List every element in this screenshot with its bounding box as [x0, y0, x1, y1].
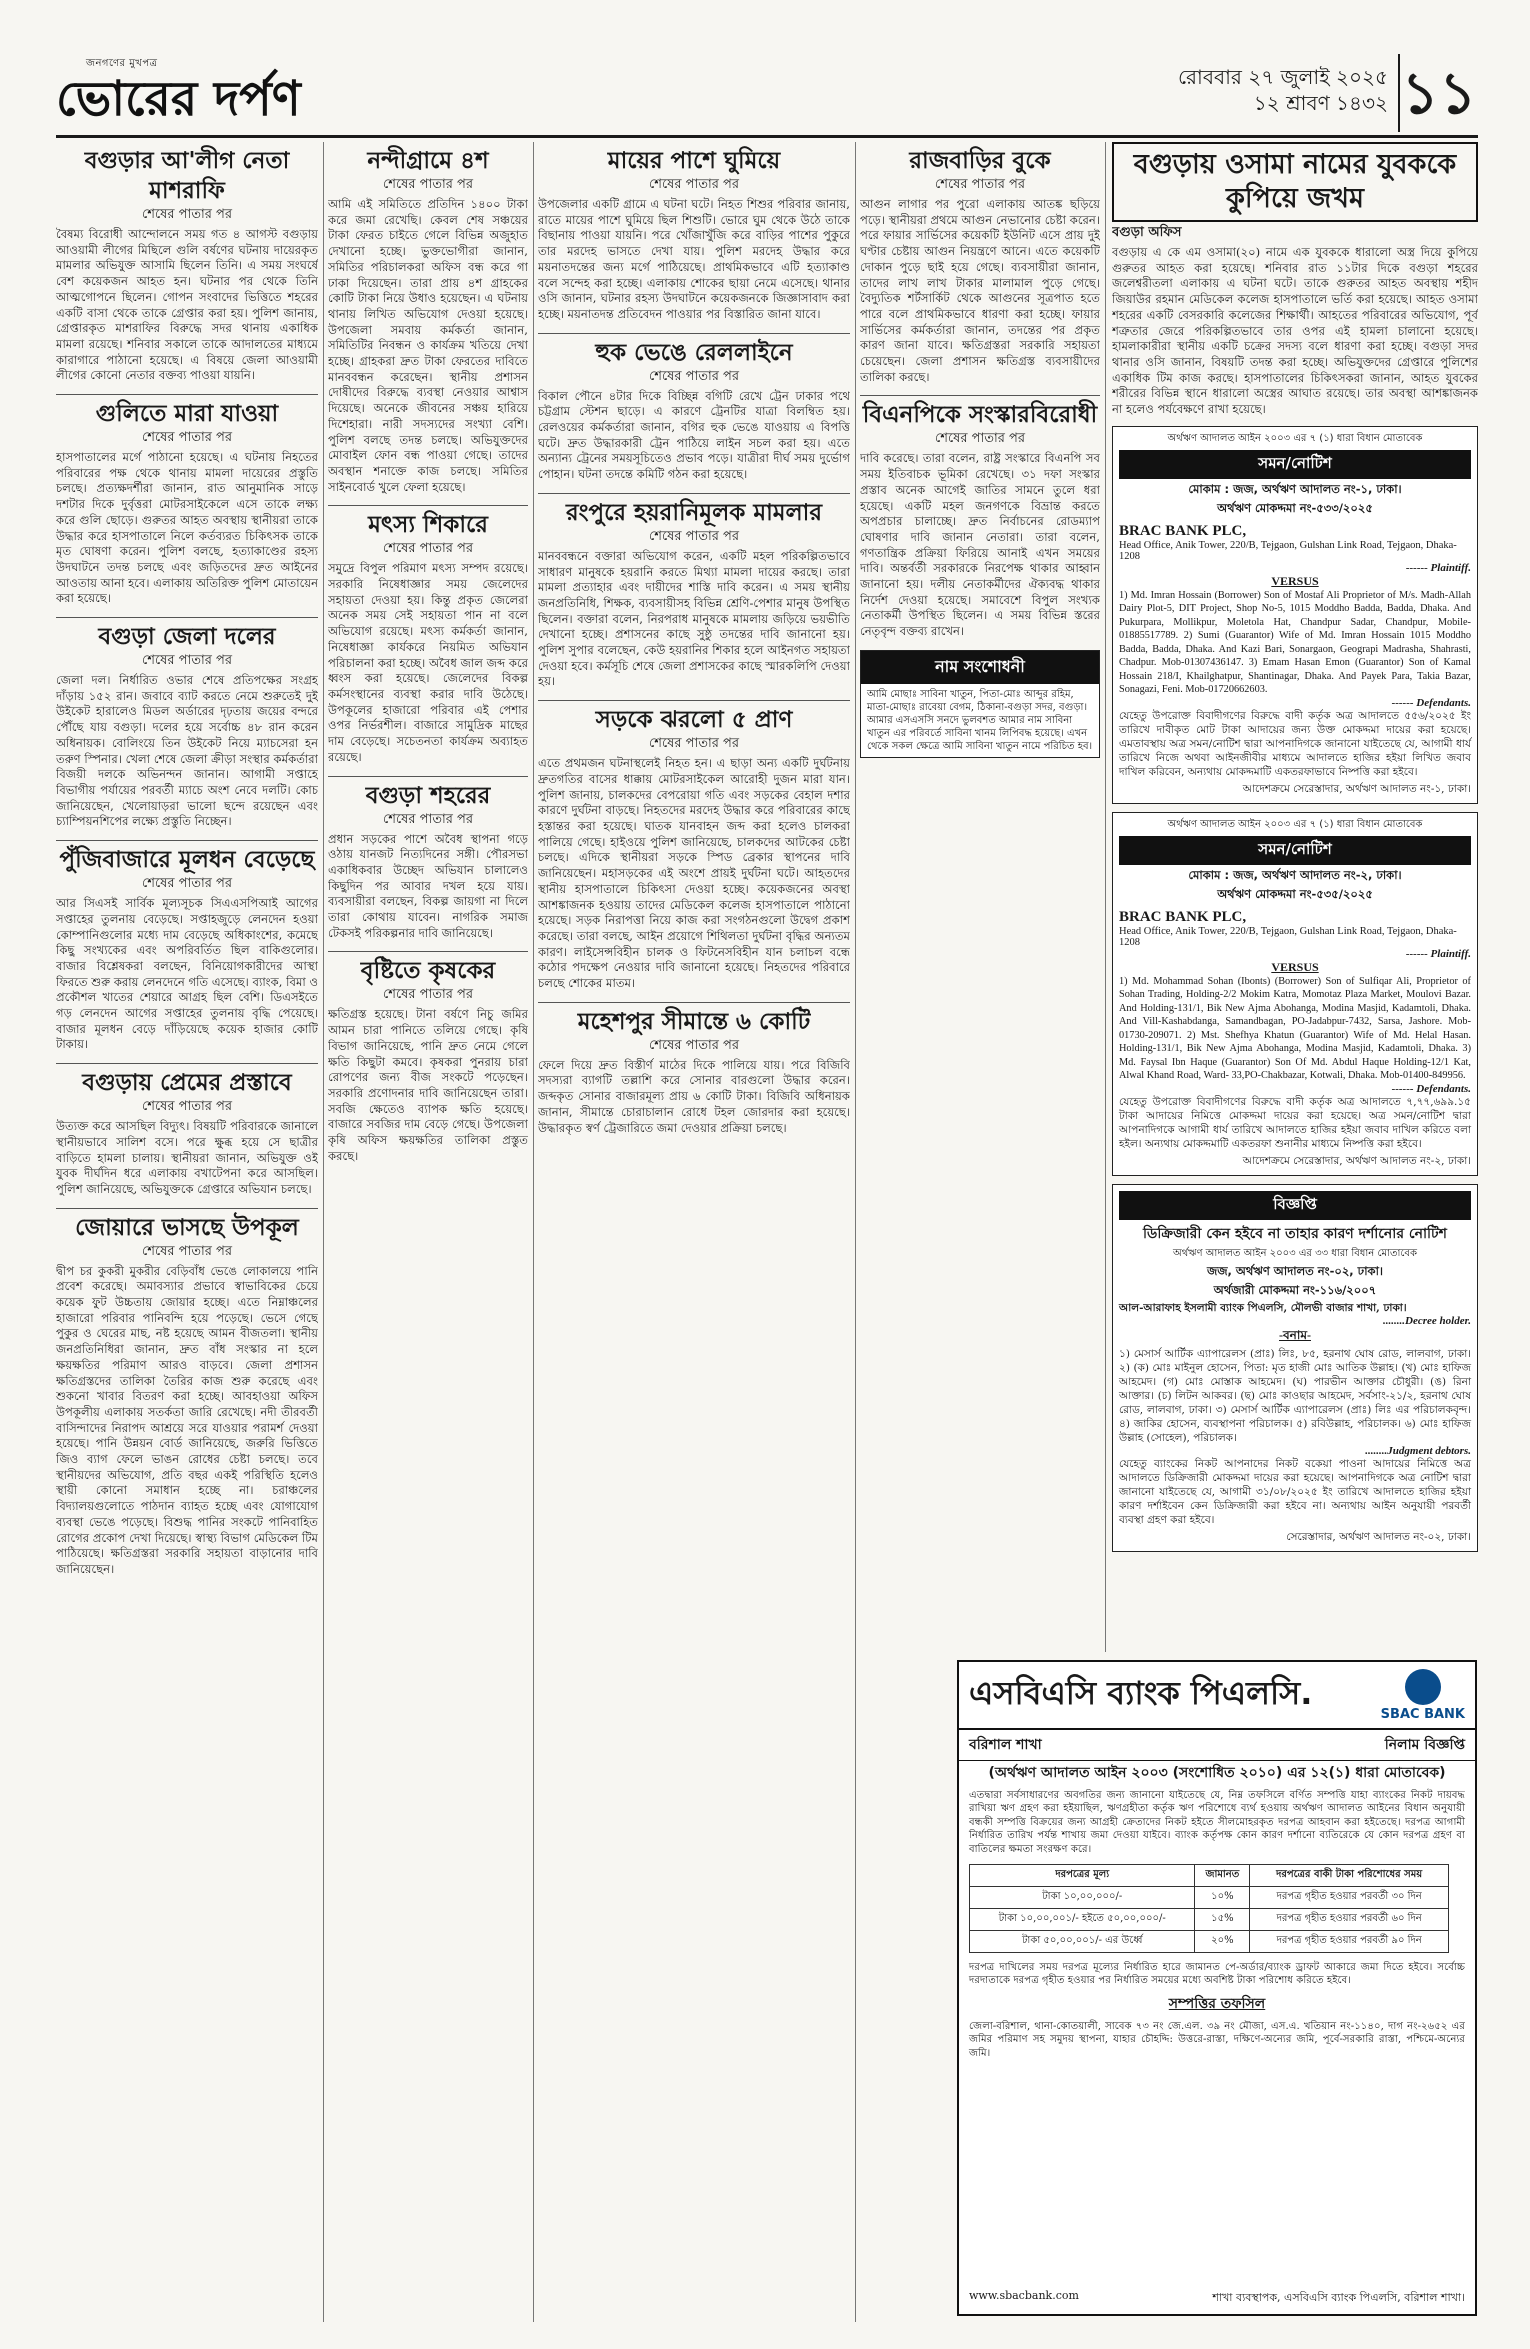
column-2 [328, 142, 528, 2322]
table-row [970, 1931, 1449, 1953]
story-continued-label: শেষের পাতার পর [934, 177, 1026, 192]
news-story [860, 395, 1100, 639]
news-story [56, 840, 318, 1053]
story-continued-label: শেষের পাতার পর [141, 1243, 233, 1259]
sbac-branch: বরিশাল শাখা [969, 1737, 1042, 1753]
story-body: জেলা দল। নির্ধারিত ওভার শেষে প্রতিপক্ষের সংগ্রহ দাঁড়ায় ১৫২ রান। জবাবে ব্যাট করতে নেমে শুরুতেই দুই উইকেট হারালেও মিডল অর্ডারের দৃঢ়তায় জয়ের বন্দরে পৌঁছে যায় বগুড়া। দলের হয়ে সর্বোচ্চ ৪৮ রান করেন অধিনায়ক। বোলিংয়ে তিন উইকেট নিয়ে ম্যাচসেরা হন তরুণ স্পিনার। খেলা শেষে জেলা ক্রীড়া সংস্থার কর্মকর্তারা বিজয়ী দলকে অভিনন্দন জানান। আগামী সপ্তাহে বিভাগীয় পর্যায়ের পরবর্তী ম্যাচে অংশ নেবে দলটি। কোচ জানিয়েছেন, খেলোয়াড়রা ভালো ছন্দে রয়েছেন এবং চ্যাম্পিয়নশিপের লক্ষ্যে প্রস্তুতি নিচ্ছেন। [56, 673, 318, 829]
notice-body: যেহেতু ব্যাংকের নিকট আপনাদের নিকট বকেয়া পাওনা আদায়ের নিমিত্তে অত্র আদালতে ডিক্রিজারী মোকদ্দমা দায়ের করা হয়েছে। আপনাদিগকে অত্র নোটিশ দ্বারা জানানো যাইতেছে যে, আগামী ৩১/০৮/২০২৫ ইং তারিখে আদালতে হাজির হইয়া কারণ দর্শাইবেন কেন ডিক্রিজারী করা হইবে না। অন্যথায় আইন অনুযায়ী পরবর্তী ব্যবস্থা গ্রহণ করা হইবে। [1119, 1457, 1471, 1526]
table-cell: টাকা ৫০,০০,০০১/- এর উর্ধ্বে [970, 1931, 1195, 1953]
story-body: ক্ষতিগ্রস্ত হয়েছে। টানা বর্ষণে নিচু জমির আমন চারা পানিতে তলিয়ে গেছে। কৃষি বিভাগ জানিয়েছে, পানি দ্রুত নেমে গেলে ক্ষতি কিছুটা কমবে। কৃষকরা পুনরায় চারা রোপণের জন্য বীজ সংকটে পড়েছেন। সরকারি প্রণোদনার দাবি জানিয়েছেন তারা। সবজি ক্ষেতেও ব্যাপক ক্ষতি হয়েছে। বাজারে সবজির দাম বেড়ে গেছে। উপজেলা কৃষি অফিস ক্ষয়ক্ষতির তালিকা প্রস্তুত করছে। [328, 1007, 528, 1163]
story-headline[interactable]: সড়কে ঝরলো ৫ প্রাণ [595, 707, 793, 734]
story-continued-label: শেষের পাতার পর [141, 653, 233, 669]
story-body: আর সিএসই সার্বিক মূল্যসূচক সিএএসপিআই আগের সপ্তাহের তুলনায় বেড়েছে। সপ্তাহজুড়ে লেনদেন হওয়া কোম্পানিগুলোর মধ্যে দাম বেড়েছে অধিকাংশের, কমেছে কিছু সংখ্যকের এবং অপরিবর্তিত ছিল বাকিগুলোর। বাজার বিশ্লেষকরা বলছেন, বিনিয়োগকারীদের আস্থা ফিরতে শুরু করায় লেনদেনে গতি এসেছে। ব্যাংক, বিমা ও প্রকৌশল খাতের শেয়ারে আগ্রহ ছিল বেশি। ডিএসইতে গড় লেনদেন আগের সপ্তাহের তুলনায় বৃদ্ধি পেয়েছে। বাজার মূলধন বেড়ে দাঁড়িয়েছে কয়েক হাজার কোটি টাকায়। [56, 896, 318, 1052]
notice-title: সমন/নোটিশ [1119, 450, 1471, 479]
story-headline[interactable]: বগুড়ায় প্রেমের প্রস্তাবে [82, 1070, 292, 1097]
sbac-website-link[interactable]: www.sbacbank.com [969, 2289, 1079, 2302]
news-story [56, 146, 318, 384]
notice-defendants-label: ------ Defendants. [1391, 696, 1471, 709]
name-correction-body: আমি মোছাঃ সাবিনা খাতুন, পিতা-মোঃ আব্দুর রহিম, মাতা-মোছাঃ রাবেয়া বেগম, ঠিকানা-বগুড়া সদর, বগুড়া। আমার এসএসসি সনদে ভুলবশত আমার নাম সাবিনা খাতুন এর পরিবর্তে সাবিনা খানম লিপিবদ্ধ হয়েছে। এখন থেকে সকল ক্ষেত্রে আমি সাবিনা খাতুন নামে পরিচিত হব। [867, 688, 1093, 752]
story-headline[interactable]: মৎস্য শিকারে [368, 512, 488, 539]
masthead [56, 54, 1478, 138]
column-3-4 [538, 142, 850, 2322]
news-story [56, 617, 318, 830]
story-divider [860, 395, 1100, 396]
notice-court: জজ, অর্থঋণ আদালত নং-০২, ঢাকা। [1206, 1263, 1384, 1278]
story-continued-label: শেষের পাতার পর [648, 368, 740, 384]
table-cell: দরপত্র গৃহীত হওয়ার পরবর্তী ৩০ দিন [1250, 1887, 1449, 1909]
story-headline[interactable]: রাজবাড়ির বুকে [909, 148, 1051, 174]
notice-case-no: অর্থজারী মোকদ্দমা নং-১১৬/২০০৭ [1213, 1282, 1377, 1297]
sbac-schedule: জেলা-বরিশাল, থানা-কোতয়ালী, সাবেক ৭৩ নং জে.এল. ৩৯ নং মৌজা, এস.এ. খতিয়ান নং-১১৪০, দাগ নং-২৬৫২ এর জমির পরিমাণ সহ সমুদয় স্থাপনা, যাহার চৌহদ্দি: উত্তরে-রাস্তা, দক্ষিণে-অন্যের জমি, পূর্বে-সরকারি রাস্তা, পশ্চিমে-অন্যের জমি। [969, 2020, 1465, 2059]
story-divider [328, 505, 528, 506]
sbac-subheader [959, 1730, 1475, 1761]
story-headline[interactable]: মহেশপুর সীমান্তে ৬ কোটি [577, 1008, 811, 1035]
story-headline[interactable]: গুলিতে মারা যাওয়া [95, 401, 279, 428]
story-headline[interactable]: মায়ের পাশে ঘুমিয়ে [607, 148, 781, 174]
notice-bank-address: Head Office, Anik Tower, 220/B, Tejgaon, Gulshan Link Road, Tejgaon, Dhaka-1208 [1119, 539, 1457, 562]
story-body: হাসপাতালের মর্গে পাঠানো হয়েছে। এ ঘটনায় নিহতের পরিবারের পক্ষ থেকে থানায় মামলা দায়েরের প্রস্তুতি চলছে। প্রত্যক্ষদর্শীরা জানান, রাত আনুমানিক সাড়ে দশটার দিকে দুর্বৃত্তরা মোটরসাইকেলে এসে তাকে লক্ষ্য করে গুলি ছোড়ে। গুরুতর আহত অবস্থায় স্থানীয়রা তাকে উদ্ধার করে হাসপাতালে নিলে কর্তব্যরত চিকিৎসক তাকে মৃত ঘোষণা করেন। পুলিশ বলছে, হত্যাকাণ্ডের রহস্য উদঘাটনে তদন্ত চলছে এবং জড়িতদের দ্রুত আইনের আওতায় আনা হবে। এলাকায় অতিরিক্ত পুলিশ মোতায়েন করা হয়েছে। [56, 450, 318, 606]
table-cell: ২০% [1195, 1931, 1250, 1953]
notice-court: মোকাম : জজ, অর্থঋণ আদালত নং-২, ঢাকা। [1188, 867, 1402, 882]
notice-case-no: অর্থঋণ মোকদ্দমা নং-৫৩৩/২০২৫ [1217, 500, 1373, 515]
lead-headline-bogura-osama[interactable]: বগুড়ায় ওসামা নামের যুবককে কুপিয়ে জখম [1112, 142, 1478, 222]
story-divider [56, 840, 318, 841]
story-continued-label: শেষের পাতার পর [648, 1037, 740, 1053]
story-body: বৈষম্য বিরোধী আন্দোলনে সময় গত ৪ আগস্ট বগুড়ায় আওয়ামী লীগের মিছিলে গুলি বর্ষণের ঘটনায় দায়েরকৃত মামলার অভিযুক্ত আসামি ছিলেন তিনি। এ সময় সংঘর্ষে বেশ কয়েকজন আহত হন। ঘটনার পর থেকে তিনি আত্মগোপনে ছিলেন। গোপন সংবাদের ভিত্তিতে শহরের একটি বাসা থেকে তাকে গ্রেপ্তার করা হয়। পুলিশ জানায়, গ্রেপ্তারকৃত মাশরাফির বিরুদ্ধে সদর থানায় একাধিক মামলা রয়েছে। শনিবার সকালে তাকে আদালতের মাধ্যমে কারাগারে পাঠানো হয়েছে। এ বিষয়ে জেলা আওয়ামী লীগের কোনো নেতার বক্তব্য পাওয়া যায়নি। [56, 227, 318, 383]
story-body: আগুন লাগার পর পুরো এলাকায় আতঙ্ক ছড়িয়ে পড়ে। স্থানীয়রা প্রথমে আগুন নেভানোর চেষ্টা করেন। পরে ফায়ার সার্ভিসের কয়েকটি ইউনিট এসে প্রায় দুই ঘণ্টার চেষ্টায় আগুন নিয়ন্ত্রণে আনে। এতে কয়েকটি দোকান পুড়ে ছাই হয়ে গেছে। ব্যবসায়ীরা জানান, তাদের লাখ লাখ টাকার মালামাল পুড়ে গেছে। বৈদ্যুতিক শর্টসার্কিট থেকে আগুনের সূত্রপাত হতে পারে বলে প্রাথমিকভাবে ধারণা করা হচ্ছে। ফায়ার সার্ভিসের কর্মকর্তারা জানান, তদন্তের পর প্রকৃত কারণ জানা যাবে। ক্ষতিগ্রস্তরা সরকারি সহায়তা চেয়েছেন। জেলা প্রশাসন ক্ষতিগ্রস্ত ব্যবসায়ীদের তালিকা করছে। [860, 197, 1100, 384]
notice-versus: VERSUS [1271, 959, 1319, 974]
notice-defendants: 1) Md. Mohammad Sohan (Ibonts) (Borrower) Son of Sulfiqar Ali, Proprietor of Sohan Trading, Holding-2/2 Mokim Katra, Momotaz Plaza Market, Moulovi Bazar. And Holding-131/1, Bik New Ajma Abohanga, Modina Masjid, Kadamtoli, Dhaka. And Vill-Kashabdanga, Samandbagan, PO-Jadabpur-7432, Sarsa, Jashore. Mob-01730-209071. 2) Mst. Shefhya Khatun (Guarantor) Wife of Md. Helal Hasan. Holding-131/1, Bik New Ajma Abohanga, Modina Masjid, Kadamtoli, Dhaka. 3) Md. Faysal Ibn Haque (Guarantor) Son Of Md. Abdul Haque Holding-12/1 Kat, Alwal Khand Road, Ward- 33,PO-Chakbazar, Kotwali, Dhaka. Mob-01400-849956. [1119, 975, 1471, 1082]
story-continued-label: শেষের পাতার পর [141, 207, 233, 222]
table-cell: ১৫% [1195, 1909, 1250, 1931]
name-correction-title: নাম সংশোধনী [861, 651, 1099, 684]
sbac-law-ref: (অর্থঋণ আদালত আইন ২০০৩ (সংশোধিত ২০১০) এর ১২(১) ধারা মোতাবেক) [988, 1765, 1446, 1781]
story-body: সমুদ্রে বিপুল পরিমাণ মৎস্য সম্পদ রয়েছে। সরকারি নিষেধাজ্ঞার সময় জেলেদের সহায়তা দেওয়া হয়। কিন্তু প্রকৃত জেলেরা অনেক সময় সেই সহায়তা পান না বলে অভিযোগ রয়েছে। মৎস্য কর্মকর্তা জানান, নিষেধাজ্ঞা কার্যকরে নিয়মিত অভিযান পরিচালনা করা হচ্ছে। অবৈধ জাল জব্দ করে ধ্বংস করা হয়েছে। জেলেদের বিকল্প কর্মসংস্থানের ব্যবস্থা করার দাবি উঠেছে। উপকূলের হাজারো পরিবার এই পেশার ওপর নির্ভরশীল। বাজারে সামুদ্রিক মাছের দাম বেড়েছে। সচেতনতা কার্যক্রম অব্যাহত রয়েছে। [328, 561, 528, 764]
news-story [538, 146, 850, 323]
name-correction-notice [860, 650, 1100, 758]
story-body: প্রধান সড়কের পাশে অবৈধ স্থাপনা গড়ে ওঠায় যানজট নিত্যদিনের সঙ্গী। পৌরসভা একাধিকবার উচ্ছেদ অভিযান চালালেও কিছুদিন পর আবার দখল হয়ে যায়। ব্যবসায়ীরা বলছেন, বিকল্প জায়গা না দিলে তারা কোথায় যাবেন। নাগরিক সমাজ টেকসই পরিকল্পনার দাবি জানিয়েছে। [328, 831, 528, 940]
date-bengali: ১২ শ্রাবণ ১৪৩২ [1253, 91, 1388, 115]
notice-case-no: অর্থঋণ মোকদ্দমা নং-৫৩৫/২০২৫ [1217, 886, 1373, 901]
notice-signature: আদেশক্রমে সেরেস্তাদার, অর্থঋণ আদালত নং-১, ঢাকা। [1242, 782, 1471, 795]
story-continued-label: শেষের পাতার পর [648, 177, 740, 192]
table-row [970, 1909, 1449, 1931]
page-number: ১১ [1398, 54, 1478, 132]
story-headline[interactable]: বগুড়ার আ'লীগ নেতা মাশরাফি [84, 148, 290, 204]
column-divider [533, 142, 534, 2322]
story-continued-label: শেষের পাতার পর [648, 736, 740, 752]
story-body: দ্বীপ চর কুকরী মুকরীর বেড়িবাঁধ ভেঙে লোকালয়ে পানি প্রবেশ করেছে। অমাবস্যার প্রভাবে স্বাভাবিকের চেয়ে কয়েক ফুট উচ্চতায় জোয়ার হচ্ছে। এতে নিম্নাঞ্চলের হাজারো পরিবার পানিবন্দি হয়ে পড়েছে। ভেসে গেছে পুকুর ও ঘেরের মাছ, নষ্ট হয়েছে আমন বীজতলা। স্থানীয় জনপ্রতিনিধিরা জানান, দ্রুত বাঁধ সংস্কার না হলে ক্ষয়ক্ষতির পরিমাণ আরও বাড়বে। জেলা প্রশাসন ক্ষতিগ্রস্তদের তালিকা তৈরির কাজ শুরু করেছে এবং শুকনো খাবার বিতরণ করা হচ্ছে। আবহাওয়া অফিস উপকূলীয় এলাকায় সতর্কতা জারি রেখেছে। নদী তীরবর্তী বাসিন্দাদের নিরাপদ আশ্রয়ে সরে যাওয়ার পরামর্শ দেওয়া হয়েছে। পানি উন্নয়ন বোর্ড জানিয়েছে, জরুরি ভিত্তিতে জিও ব্যাগ ফেলে ভাঙন রোধের চেষ্টা চলছে। তবে স্থানীয়দের অভিযোগ, প্রতি বছর একই পরিস্থিতি হলেও স্থায়ী কোনো সমাধান হচ্ছে না। চরাঞ্চলের বিদ্যালয়গুলোতে পাঠদান ব্যাহত হচ্ছে এবং যোগাযোগ ব্যবস্থা ভেঙে পড়েছে। বিশুদ্ধ পানির সংকটে পানিবাহিত রোগের প্রকোপ দেখা দিয়েছে। স্বাস্থ্য বিভাগ মেডিকেল টিম পাঠিয়েছে। ক্ষতিগ্রস্তরা সরকারি সহায়তা বাড়ানোর দাবি জানিয়েছেন। [56, 1263, 318, 1576]
table-cell: ১০% [1195, 1887, 1250, 1909]
news-story [538, 700, 850, 992]
story-continued-label: শেষের পাতার পর [382, 177, 474, 192]
logo-tagline: জনগণের মুখপত্র [86, 58, 158, 69]
news-story [328, 146, 528, 495]
column-divider [1105, 142, 1106, 1652]
story-headline[interactable]: জোয়ারে ভাসছে উপকূল [75, 1214, 299, 1241]
story-divider [538, 700, 850, 701]
notice-judgment-debtors: ........Judgment debtors. [1365, 1444, 1471, 1457]
sbac-body: এতদ্বারা সর্বসাধারণের অবগতির জন্য জানানো যাইতেছে যে, নিম্ন তফসিলে বর্ণিত সম্পত্তি যাহা ব্যাংকের নিকট দায়বদ্ধ রাখিয়া ঋণ গ্রহণ করা হইয়াছিল, ঋণগ্রহীতা কর্তৃক ঋণ পরিশোধে ব্যর্থ হওয়ায় অর্থঋণ আদালত আইনের বিধান অনুযায়ী বন্ধকী সম্পত্তি বিক্রয়ের জন্য আগ্রহী ক্রেতাদের নিকট হইতে সীলমোহরকৃত দরপত্র আহবান করা হইতেছে। দরপত্র আগামী নির্ধারিত তারিখ পর্যন্ত শাখায় জমা দেওয়া যাইবে। ব্যাংক কর্তৃপক্ষ কোন কারণ দর্শানো ব্যতিরেকে যে কোন দরপত্র গ্রহণ বা বাতিলের ক্ষমতা সংরক্ষণ করে। [969, 1790, 1465, 1855]
column-1 [56, 142, 318, 2322]
column-divider [855, 142, 856, 2322]
table-row [970, 1887, 1449, 1909]
notice-bank-name: BRAC BANK PLC, [1119, 522, 1247, 539]
summons-notice-2 [1112, 812, 1478, 1176]
story-continued-label: শেষের পাতার পর [141, 876, 233, 892]
table-cell: দরপত্র গৃহীত হওয়ার পরবর্তী ৬০ দিন [1250, 1909, 1449, 1931]
story-divider [56, 394, 318, 395]
notice-plaintiff: ------ Plaintiff. [1405, 561, 1471, 574]
notice-defendants-label: ------ Defendants. [1391, 1082, 1471, 1095]
story-divider [56, 617, 318, 618]
story-body: এতে প্রথমজন ঘটনাস্থলেই নিহত হন। এ ছাড়া অন্য একটি দুর্ঘটনায় দ্রুতগতির বাসের ধাক্কায় মোটরসাইকেল আরোহী দুজন মারা যান। পুলিশ জানায়, চালকদের বেপরোয়া গতি এবং সড়কের বেহাল দশার কারণে দুর্ঘটনা বাড়ছে। নিহতদের মরদেহ উদ্ধার করে পরিবারের কাছে হস্তান্তর করা হয়েছে। ঘাতক যানবাহন জব্দ করা হলেও চালকরা পালিয়ে গেছে। হাইওয়ে পুলিশ জানিয়েছে, চালকদের আটকের চেষ্টা চলছে। এদিকে স্থানীয়রা সড়কে স্পিড ব্রেকার স্থাপনের দাবি জানিয়েছেন। মহাসড়কের এই অংশে প্রায়ই দুর্ঘটনা ঘটে। আহতদের স্থানীয় হাসপাতালে চিকিৎসা দেওয়া হচ্ছে। কয়েকজনের অবস্থা আশঙ্কাজনক হওয়ায় তাদের মেডিকেল কলেজ হাসপাতালে পাঠানো হয়েছে। সড়ক নিরাপত্তা নিয়ে কাজ করা সংগঠনগুলো উদ্বেগ প্রকাশ করেছে। তারা বলছে, আইন প্রয়োগে শিথিলতা দুর্ঘটনা বৃদ্ধির অন্যতম কারণ। লাইসেন্সবিহীন চালক ও ফিটনেসবিহীন যান চলাচল বন্ধে কঠোর পদক্ষেপ নেওয়ার দাবি জানানো হয়েছে। নিহতদের পরিবারে চলছে শোকের মাতম। [538, 756, 850, 991]
story-divider [538, 493, 850, 494]
news-story [860, 146, 1100, 385]
story-continued-label: শেষের পাতার পর [141, 1099, 233, 1115]
table-header-cell: দরপত্রের মূল্য [970, 1865, 1195, 1887]
story-headline[interactable]: পুঁজিবাজারে মূলধন বেড়েছে [59, 847, 315, 874]
story-body: ফেলে দিয়ে দ্রুত বিস্তীর্ণ মাঠের দিকে পালিয়ে যায়। পরে বিজিবি সদস্যরা ব্যাগটি তল্লাশি করে সোনার বারগুলো উদ্ধার করেন। জব্দকৃত সোনার বাজারমূল্য প্রায় ৬ কোটি টাকা। বিজিবি অধিনায়ক জানান, সীমান্তে চোরাচালান রোধে টহল জোরদার করা হয়েছে। উদ্ধারকৃত স্বর্ণ ট্রেজারিতে জমা দেওয়ার প্রক্রিয়া চলছে। [538, 1057, 850, 1135]
story-continued-label: শেষের পাতার পর [382, 811, 474, 827]
notice-top-label: বিজ্ঞপ্তি [1119, 1191, 1471, 1220]
notice-court: মোকাম : জজ, অর্থঋণ আদালত নং-১, ঢাকা। [1188, 481, 1402, 496]
sbac-footer [969, 2289, 1465, 2308]
notice-signature: সেরেস্তাদার, অর্থঋণ আদালত নং-০২, ঢাকা। [1286, 1530, 1471, 1543]
byline: বগুড়া অফিস [1112, 225, 1182, 240]
news-story [56, 394, 318, 607]
notice-bank-name: BRAC BANK PLC, [1119, 908, 1247, 925]
story-divider [56, 1208, 318, 1209]
sbac-bank-name: এসবিএসি ব্যাংক পিএলসি. [969, 1674, 1313, 1712]
sbac-notice-title: নিলাম বিজ্ঞপ্তি [1384, 1737, 1465, 1753]
notice-signature: আদেশক্রমে সেরেস্তাদার, অর্থঋণ আদালত নং-২, ঢাকা। [1242, 1154, 1471, 1167]
sbac-body-2: দরপত্র দাখিলের সময় দরপত্র মূল্যের নির্ধারিত হারে জামানত পে-অর্ডার/ব্যাংক ড্রাফট আকারে জমা দিতে হইবে। সর্বোচ্চ দরদাতাকে দরপত্র গৃহীত হওয়ার পর নির্ধারিত সময়ের মধ্যে অবশিষ্ট টাকা পরিশোধ করিতে হইবে। [969, 1962, 1465, 1987]
notice-bank-address: Head Office, Anik Tower, 220/B, Tejgaon, Gulshan Link Road, Tejgaon, Dhaka-1208 [1119, 925, 1457, 948]
table-cell: দরপত্র গৃহীত হওয়ার পরবর্তী ৯০ দিন [1250, 1931, 1449, 1953]
news-story [56, 1063, 318, 1198]
decree-notice [1112, 1184, 1478, 1552]
notice-debtors-list: ১) মেসার্স আর্টিক এ্যাপারেলস (প্রাঃ) লিঃ, ৮৫, হরনাথ ঘোষ রোড, লালবাগ, ঢাকা। ২) (ক) মোঃ মাইনুল হোসেন, পিতা: মৃত হাজী মোঃ আতিক উল্লাহ। (খ) মোঃ হাফিজ আহমেদ। (গ) মোঃ মোস্তাক আহমেদ। (ঘ) পারভীন আক্তার চৌধুরী। (ঙ) রিনা আক্তার। (চ) লিটন আকবর। (ছ) মোঃ কাওছার আহমেদ, সর্বসাং-২১/২, হরনাথ ঘোষ রোড, লালবাগ, ঢাকা। ৩) মেসার্স আর্টিক এ্যাপারেলস (প্রাঃ) লিঃ এর পরিচালকবৃন্দ। ৪) জাকির হোসেন, ব্যবস্থাপনা পরিচালক। ৫) রবিউল্লাহ, পরিচালক। ৬) মোঃ হাফিজ উল্লাহ (সোহেল), পরিচালক। [1119, 1347, 1471, 1444]
notice-defendants: 1) Md. Imran Hossain (Borrower) Son of Mostaf Ali Proprietor of M/s. Madh-Allah Dairy Plot-5, DIT Project, Shop No-5, 1015 Moddho Badda, Badda, Dhaka. And Pukurpara, Mollikpur, Moletola Hat, Chandpur Sadar, Chandpur, Mobile-01885517789. 2) Sumi (Guarantor) Wife of Md. Imran Hossain 1015 Moddho Badda, Badda, Dhaka. And Kazi Bari, Sonargaon, Geograpi Madrasha, Shahrasti, Chadpur. Mob-01307436147. 3) Emam Hasan Emon (Guarantor) Son of Kamal Hossain 218/I, Khailghatpur, Shantinagar, Dhaka. And Payek Para, Takia Bazar, Sonagazi, Feni. Mob-01720662603. [1119, 589, 1471, 696]
story-continued-label: শেষের পাতার পর [141, 430, 233, 446]
notice-versus: VERSUS [1271, 573, 1319, 588]
story-body: উপজেলার একটি গ্রামে এ ঘটনা ঘটে। নিহত শিশুর পরিবার জানায়, রাতে মায়ের পাশে ঘুমিয়ে ছিল শিশুটি। ভোরে ঘুম থেকে উঠে তাকে বিছানায় পাওয়া যায়নি। পরে খোঁজাখুঁজি করে বাড়ির পাশের পুকুরে তার মরদেহ ভাসতে দেখা যায়। পুলিশ মরদেহ উদ্ধার করে ময়নাতদন্তের জন্য মর্গে পাঠিয়েছে। প্রাথমিকভাবে এটি হত্যাকাণ্ড বলে সন্দেহ করা হচ্ছে। এলাকায় শোকের ছায়া নেমে এসেছে। থানার ওসি জানান, ঘটনার রহস্য উদঘাটনে কয়েকজনকে জিজ্ঞাসাবাদ করা হচ্ছে। ময়নাতদন্ত প্রতিবেদন পাওয়ার পর বিস্তারিত জানা যাবে। [538, 197, 850, 321]
issue-date [1178, 64, 1388, 116]
notice-title: সমন/নোটিশ [1119, 836, 1471, 865]
story-body: দাবি করেছে। তারা বলেন, রাষ্ট্র সংস্কারে বিএনপি সব সময় ইতিবাচক ভূমিকা রেখেছে। ৩১ দফা সংস্কার প্রস্তাব অনেক আগেই জাতির সামনে তুলে ধরা হয়েছে। একটি মহল জনগণকে বিভ্রান্ত করতে অপপ্রচার চালাচ্ছে। দ্রুত নির্বাচনের রোডম্যাপ ঘোষণার দাবি জানান নেতারা। তারা বলেন, গণতান্ত্রিক প্রক্রিয়া ফিরিয়ে আনাই এখন সময়ের দাবি। অন্তর্বর্তী সরকারকে নিরপেক্ষ থাকার আহ্বান জানানো হয়। দলীয় নেতাকর্মীদের ঐক্যবদ্ধ থাকার নির্দেশ দেওয়া হয়েছে। সমাবেশে বিপুল সংখ্যক নেতাকর্মী উপস্থিত ছিলেন। এ সময় বিভিন্ন স্তরের নেতৃবৃন্দ বক্তব্য রাখেন। [860, 451, 1100, 639]
notice-law-ref: অর্থঋণ আদালত আইন ২০০৩ এর ৭ (১) ধারা বিধান মোতাবেক [1167, 432, 1423, 444]
story-continued-label: শেষের পাতার পর [382, 987, 474, 1003]
story-headline[interactable]: বগুড়া শহরের [365, 782, 491, 809]
table-header-cell: জামানত [1195, 1865, 1250, 1887]
story-continued-label: শেষের পাতার পর [934, 431, 1026, 447]
news-story [538, 1002, 850, 1137]
story-headline[interactable]: নন্দীগ্রামে ৪শ [367, 148, 489, 174]
column-5 [860, 142, 1100, 1652]
table-header-row [970, 1865, 1449, 1887]
logo-text: ভোরের দর্পণ [56, 71, 301, 127]
summons-notice-1 [1112, 426, 1478, 804]
notice-body: যেহেতু উপরোক্ত বিবাদীগণের বিরুদ্ধে বাদী কর্তৃক অত্র আদালতে ৫৫৬/২০২৫ ইং তারিখে দাবীকৃত মোট টাকা আদায়ের জন্য উক্ত মোকদ্দমা দায়ের করা হয়েছে। এমতাবস্থায় অত্র সমন/নোটিশ দ্বারা আপনাদিগকে জানানো যাইতেছে যে, আগামী ধার্য তারিখে নিজে অথবা আইনজীবীর মাধ্যমে আদালতে হাজির হইয়া লিখিত জবাব দাখিল করিবেন, অন্যথায় মোকদ্দমাটি একতরফাভাবে নিষ্পত্তি করা হইবে। [1119, 709, 1471, 778]
sbac-bid-table [969, 1864, 1449, 1953]
story-body: আমি এই সমিতিতে প্রতিদিন ১৪০০ টাকা করে জমা রেখেছি। কেবল শেষ সঞ্চয়ের টাকা ফেরত চাইতে গেলে বিভিন্ন অজুহাত দেখানো হচ্ছে। ভুক্তভোগীরা জানান, সমিতির পরিচালকরা অফিস বন্ধ করে গা ঢাকা দিয়েছেন। তারা প্রায় ৪শ গ্রাহকের কোটি টাকা নিয়ে উধাও হয়েছেন। এ ঘটনায় থানায় লিখিত অভিযোগ দেওয়া হয়েছে। উপজেলা সমবায় কর্মকর্তা জানান, সমিতিটির নিবন্ধন ও কার্যক্রম খতিয়ে দেখা হচ্ছে। গ্রাহকরা দ্রুত টাকা ফেরতের দাবিতে মানববন্ধন করেছেন। স্থানীয় প্রশাসন দোষীদের বিরুদ্ধে ব্যবস্থা নেওয়ার আশ্বাস দিয়েছে। অনেকে জীবনের সঞ্চয় হারিয়ে দিশেহারা। নারী সদস্যদের সংখ্যা বেশি। পুলিশ বলছে তদন্ত চলছে। অভিযুক্তদের মোবাইল ফোন বন্ধ পাওয়া গেছে। তাদের অবস্থান শনাক্তে কাজ চলছে। সমিতির সাইনবোর্ড খুলে ফেলা হয়েছে। [328, 197, 528, 494]
date-gregorian: রোববার ২৭ জুলাই ২০২৫ [1177, 65, 1388, 89]
news-story [328, 951, 528, 1164]
notice-bank-name: আল-আরাফাহ ইসলামী ব্যাংক পিএলসি, মৌলভী বাজার শাখা, ঢাকা। [1119, 1301, 1407, 1314]
story-headline[interactable]: বৃষ্টিতে কৃষকের [360, 958, 496, 985]
table-cell: টাকা ১০,০০,০০১/- হইতে ৫০,০০,০০০/- [970, 1909, 1195, 1931]
notice-decree-holder: ........Decree holder. [1383, 1314, 1471, 1327]
column-divider [323, 142, 324, 2322]
news-story [538, 493, 850, 690]
notice-law-ref: অর্থঋণ আদালত আইন ২০০৩ এর ৭ (১) ধারা বিধান মোতাবেক [1167, 818, 1423, 830]
story-divider [538, 333, 850, 334]
news-story [538, 333, 850, 483]
story-divider [538, 1002, 850, 1003]
story-divider [328, 951, 528, 952]
notice-body: যেহেতু উপরোক্ত বিবাদীগণের বিরুদ্ধে বাদী কর্তৃক অত্র আদালতে ৭,৭৭,৬৯৯.১৫ টাকা আদায়ের নিমিত্তে মোকদ্দমা দায়ের করা হয়েছে। অত্র সমন/নোটিশ দ্বারা আপনাদিগকে আগামী ধার্য তারিখে আদালতে হাজির হইয়া জবাব দাখিল করিতে বলা হইল। অন্যথায় মোকদ্দমাটি একতরফা শুনানীর মাধ্যমে নিষ্পত্তি করা হইবে। [1119, 1095, 1471, 1150]
story-divider [56, 1063, 318, 1064]
lead-story-body: বগুড়ায় এ কে এম ওসামা(২০) নামে এক যুবককে ধারালো অস্ত্র দিয়ে কুপিয়ে গুরুতর আহত করা হয়েছে। শনিবার রাত ১১টার দিকে বগুড়া শহরের জলেশ্বরীতলা এলাকায় এ ঘটনা ঘটে। তাকে গুরুতর আহত অবস্থায় শহীদ জিয়াউর রহমান মেডিকেল কলেজ হাসপাতালে ভর্তি করা হয়েছে। আহত ওসামা শহরের একটি বেসরকারি কলেজের শিক্ষার্থী। আহতের পরিবারের অভিযোগ, পূর্ব শত্রুতার জেরে পরিকল্পিতভাবে তার ওপর এই হামলা চালানো হয়েছে। হামলাকারীরা স্থানীয় একটি চক্রের সদস্য বলে ধারণা করা হচ্ছে। বগুড়া সদর থানার ওসি জানান, বিষয়টি তদন্ত করা হচ্ছে। অভিযুক্তদের গ্রেপ্তারে পুলিশের একাধিক টিম কাজ করছে। হাসপাতালের চিকিৎসকরা জানান, আহত যুবকের শরীরের বিভিন্ন স্থানে ধারালো অস্ত্রের আঘাত রয়েছে। তার অবস্থা আশঙ্কাজনক না হলেও পর্যবেক্ষণে রাখা হয়েছে। [1112, 245, 1478, 417]
notice-versus: -বনাম- [1279, 1327, 1311, 1342]
story-divider [328, 776, 528, 777]
story-continued-label: শেষের পাতার পর [648, 528, 740, 544]
sbac-bank-auction-ad [957, 1660, 1477, 2316]
story-continued-label: শেষের পাতার পর [382, 541, 474, 557]
sbac-logo-text: SBAC BANK [1380, 1706, 1465, 1722]
story-headline[interactable]: রংপুরে হয়রানিমূলক মামলার [565, 499, 822, 526]
notice-title: ডিক্রিজারী কেন হইবে না তাহার কারণ দর্শানোর নোটিশ [1143, 1225, 1447, 1242]
story-headline[interactable]: হুক ভেঙে রেললাইনে [595, 339, 793, 366]
sbac-schedule-title: সম্পত্তির তফসিল [1168, 1995, 1266, 2012]
table-header-cell: দরপত্রের বাকী টাকা পরিশোধের সময় [1250, 1865, 1449, 1887]
sbac-logo-icon [1381, 1669, 1465, 1722]
newspaper-logo[interactable] [56, 56, 301, 125]
story-body: মানববন্ধনে বক্তারা অভিযোগ করেন, একটি মহল পরিকল্পিতভাবে সাধারণ মানুষকে হয়রানি করতে মিথ্যা মামলা দায়ের করছে। তারা মামলা প্রত্যাহার এবং দায়ীদের শাস্তি দাবি করেন। এ সময় স্থানীয় জনপ্রতিনিধি, শিক্ষক, ব্যবসায়ীসহ বিভিন্ন শ্রেণি-পেশার মানুষ উপস্থিত ছিলেন। বক্তারা বলেন, নিরপরাধ মানুষকে মামলায় জড়িয়ে ভয়ভীতি দেখানো হচ্ছে। প্রশাসনের কাছে সুষ্ঠু তদন্তের দাবি জানানো হয়। পুলিশ সুপার বলেছেন, কেউ হয়রানির শিকার হলে আইনগত সহায়তা দেওয়া হবে। কর্মসূচি শেষে জেলা প্রশাসকের কাছে স্মারকলিপি দেওয়া হয়। [538, 548, 850, 689]
story-body: উত্যক্ত করে আসছিল বিদ্যুৎ। বিষয়টি পরিবারকে জানালে স্থানীয়ভাবে সালিশ বসে। পরে ক্ষুব্ধ হয়ে সে ছাত্রীর বাড়িতে হামলা চালায়। স্থানীয়রা জানান, অভিযুক্ত ওই যুবক দীর্ঘদিন ধরে এলাকায় বখাটেপনা করে আসছিল। পুলিশ জানিয়েছে, অভিযুক্তকে গ্রেপ্তারে অভিযান চলছে। [56, 1119, 318, 1196]
news-story [328, 505, 528, 765]
story-headline[interactable]: বিএনপিকে সংস্কারবিরোধী [862, 402, 1098, 429]
notice-law-ref: অর্থঋণ আদালত আইন ২০০৩ এর ৩৩ ধারা বিধান মোতাবেক [1173, 1247, 1417, 1259]
news-story [56, 1208, 318, 1578]
right-column [1112, 142, 1478, 1652]
story-headline[interactable]: বগুড়া জেলা দলের [98, 624, 276, 651]
sbac-header [959, 1662, 1475, 1730]
notice-plaintiff: ------ Plaintiff. [1405, 947, 1471, 960]
story-body: বিকাল পৌনে ৪টার দিকে বিচ্ছিন্ন বগিটি রেখে ট্রেন ঢাকার পথে চট্টগ্রাম স্টেশন ছাড়ে। এ কারণে ট্রেনটির যাত্রা বিলম্বিত হয়। রেলওয়ের কর্মকর্তারা জানান, বগির হুক ভেঙে যাওয়ায় এ বিপত্তি ঘটে। দ্রুত উদ্ধারকারী ট্রেন পাঠিয়ে লাইন সচল করা হয়। এতে অন্যান্য ট্রেনের সময়সূচিতেও প্রভাব পড়ে। যাত্রীরা দীর্ঘ সময় দুর্ভোগ পোহান। ঘটনা তদন্তে কমিটি গঠন করা হয়েছে। [538, 388, 850, 482]
table-cell: টাকা ১০,০০,০০০/- [970, 1887, 1195, 1909]
sbac-signature: শাখা ব্যবস্থাপক, এসবিএসি ব্যাংক পিএলসি, বরিশাল শাখা। [1212, 2291, 1465, 2304]
news-story [328, 776, 528, 942]
